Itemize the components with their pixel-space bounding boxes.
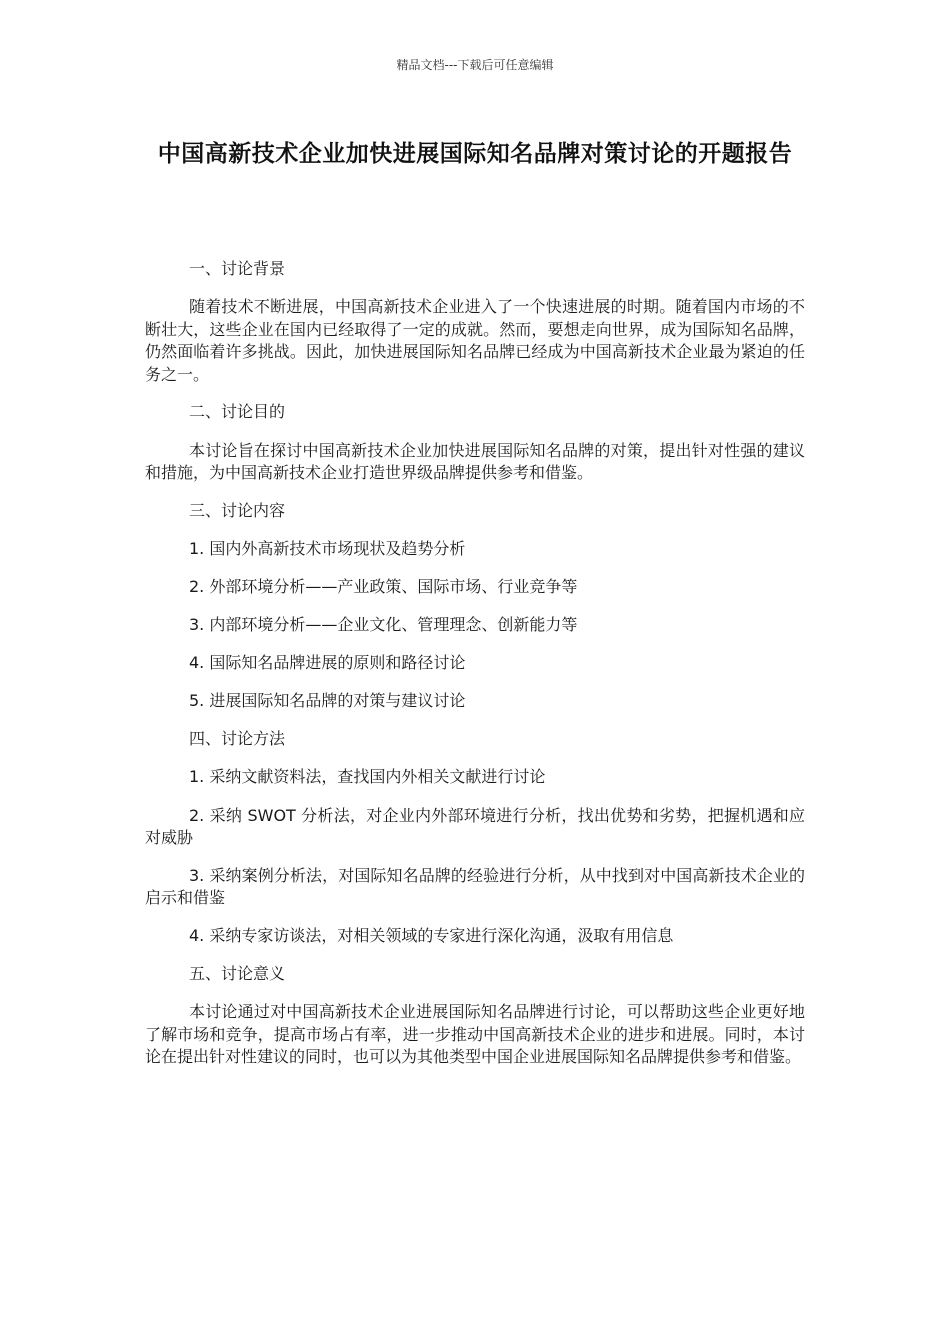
- paragraph-significance: 本讨论通过对中国高新技术企业进展国际知名品牌进行讨论，可以帮助这些企业更好地了解市场和竞争，提高市场占有率，进一步推动中国高新技术企业的进步和进展。同时，本讨论在提出针对性建议的同时，也可以为其他类型中国企业进展国际知名品牌提供参考和借鉴。: [145, 1002, 805, 1067]
- content-item: 3. 内部环境分析——企业文化、管理理念、创新能力等: [189, 615, 578, 635]
- paragraph-background: 随着技术不断进展，中国高新技术企业进入了一个快速进展的时期。随着国内市场的不断壮大，这些企业在国内已经取得了一定的成就。然而，要想走向世界，成为国际知名品牌，仍然面临着许多挑战。因此，加快进展国际知名品牌已经成为中国高新技术企业最为紧迫的任务之一。: [145, 297, 805, 384]
- method-item: 3. 采纳案例分析法，对国际知名品牌的经验进行分析，从中找到对中国高新技术企业的启示和借鉴: [145, 865, 805, 908]
- content-item: 1. 国内外高新技术市场现状及趋势分析: [189, 538, 466, 558]
- header-note: 精品文档---下载后可任意编辑: [396, 58, 554, 72]
- section-heading-purpose: 二、讨论目的: [189, 402, 286, 422]
- section-heading-background: 一、讨论背景: [189, 259, 286, 278]
- section-heading-method: 四、讨论方法: [189, 729, 286, 749]
- document-title: 中国高新技术企业加快进展国际知名品牌对策讨论的开题报告: [157, 141, 793, 167]
- method-item: 2. 采纳 SWOT 分析法，对企业内外部环境进行分析，找出优势和劣势，把握机遇和应对威胁: [145, 805, 805, 848]
- content-item: 4. 国际知名品牌进展的原则和路径讨论: [189, 653, 466, 673]
- content-item: 5. 进展国际知名品牌的对策与建议讨论: [189, 691, 466, 711]
- document-body: [145, 258, 805, 1084]
- method-item: 1. 采纳文献资料法，查找国内外相关文献进行讨论: [189, 767, 546, 787]
- paragraph-purpose: 本讨论旨在探讨中国高新技术企业加快进展国际知名品牌的对策，提出针对性强的建议和措施，为中国高新技术企业打造世界级品牌提供参考和借鉴。: [145, 440, 805, 483]
- section-heading-significance: 五、讨论意义: [189, 963, 286, 983]
- section-heading-content: 三、讨论内容: [189, 500, 286, 520]
- method-item: 4. 采纳专家访谈法，对相关领域的专家进行深化沟通，汲取有用信息: [189, 925, 674, 945]
- content-item: 2. 外部环境分析——产业政策、国际市场、行业竞争等: [189, 576, 578, 596]
